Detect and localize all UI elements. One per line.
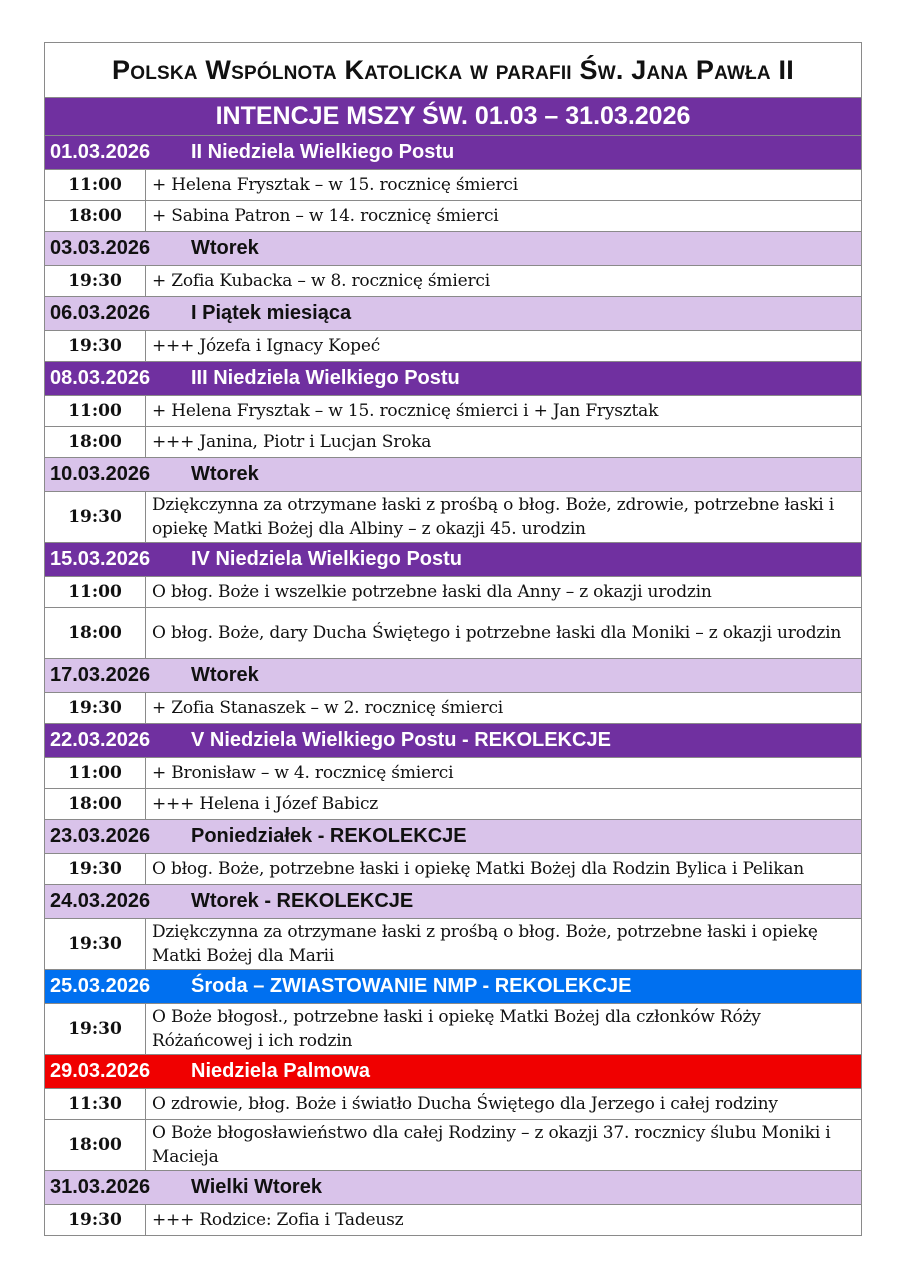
- mass-intention: +++ Helena i Józef Babicz: [152, 794, 379, 814]
- mass-row: [45, 201, 861, 232]
- mass-row: [45, 854, 861, 885]
- mass-time: 11:00: [45, 396, 146, 426]
- mass-row: [45, 919, 861, 970]
- mass-intention: + Zofia Stanaszek – w 2. rocznicę śmierci: [152, 698, 504, 718]
- day-name: Środa – ZWIASTOWANIE NMP - REKOLEKCJE: [191, 975, 632, 997]
- day-date: 08.03.2026: [50, 367, 151, 389]
- mass-intention: + Helena Frysztak – w 15. rocznicę śmierci: [152, 175, 518, 195]
- parish-title: [45, 43, 861, 98]
- mass-time: 18:00: [45, 1120, 146, 1170]
- mass-intention: Dziękczynna za otrzymane łaski z prośbą o błog. Boże, zdrowie, potrzebne łaski i opiekę Matki Bożej dla Albiny – z okazji 45. urodzin: [152, 495, 834, 539]
- mass-time: 19:30: [45, 331, 146, 361]
- mass-intention: + Sabina Patron – w 14. rocznicę śmierci: [152, 206, 499, 226]
- mass-row: [45, 608, 861, 659]
- day-name: Poniedziałek - REKOLEKCJE: [191, 825, 467, 847]
- mass-intention: +++ Janina, Piotr i Lucjan Sroka: [152, 432, 432, 452]
- mass-row: [45, 577, 861, 608]
- mass-row: [45, 396, 861, 427]
- day-name: Wtorek - REKOLEKCJE: [191, 890, 414, 912]
- day-name: Wtorek: [191, 463, 259, 485]
- day-date: 17.03.2026: [50, 664, 151, 686]
- mass-time: 19:30: [45, 266, 146, 296]
- mass-row: [45, 1089, 861, 1120]
- mass-row: [45, 758, 861, 789]
- day-date: 25.03.2026: [50, 975, 151, 997]
- day-header: [45, 885, 861, 919]
- day-date: 24.03.2026: [50, 890, 151, 912]
- mass-row: [45, 331, 861, 362]
- mass-intention: + Bronisław – w 4. rocznicę śmierci: [152, 763, 454, 783]
- mass-time: 18:00: [45, 608, 146, 658]
- mass-intention: O błog. Boże, dary Ducha Świętego i potrzebne łaski dla Moniki – z okazji urodzin: [152, 623, 842, 643]
- day-header: [45, 136, 861, 170]
- day-name: Niedziela Palmowa: [191, 1060, 370, 1082]
- day-header: [45, 820, 861, 854]
- mass-time: 11:30: [45, 1089, 146, 1119]
- mass-time: 11:00: [45, 577, 146, 607]
- day-date: 06.03.2026: [50, 302, 151, 324]
- day-header: [45, 1171, 861, 1205]
- day-date: 15.03.2026: [50, 548, 151, 570]
- day-header: [45, 970, 861, 1004]
- mass-intention: + Zofia Kubacka – w 8. rocznicę śmierci: [152, 271, 490, 291]
- mass-row: [45, 789, 861, 820]
- mass-intention: O Boże błogosławieństwo dla całej Rodziny – z okazji 37. rocznicy ślubu Moniki i Macieja: [152, 1123, 831, 1167]
- mass-row: [45, 1004, 861, 1055]
- day-name: IV Niedziela Wielkiego Postu: [191, 548, 462, 570]
- mass-time: 19:30: [45, 1205, 146, 1235]
- mass-row: [45, 1205, 861, 1236]
- mass-time: 19:30: [45, 693, 146, 723]
- mass-intention: O Boże błogosł., potrzebne łaski i opiekę Matki Bożej dla członków Róży Różańcowej i ich rodzin: [152, 1007, 761, 1051]
- day-header: [45, 543, 861, 577]
- day-header: [45, 659, 861, 693]
- mass-time: 19:30: [45, 919, 146, 969]
- day-header: [45, 1055, 861, 1089]
- day-header: [45, 232, 861, 266]
- month-heading: INTENCJE MSZY ŚW. 01.03 – 31.03.2026: [45, 98, 861, 136]
- mass-row: [45, 492, 861, 543]
- days-list: [45, 136, 861, 1236]
- mass-row: [45, 693, 861, 724]
- mass-row: [45, 266, 861, 297]
- mass-time: 18:00: [45, 427, 146, 457]
- day-name: Wielki Wtorek: [191, 1176, 322, 1198]
- day-date: 22.03.2026: [50, 729, 151, 751]
- mass-intention: Dziękczynna za otrzymane łaski z prośbą o błog. Boże, potrzebne łaski i opiekę Matki Bożej dla Marii: [152, 922, 818, 966]
- mass-time: 18:00: [45, 201, 146, 231]
- day-name: Wtorek: [191, 664, 259, 686]
- day-date: 01.03.2026: [50, 141, 151, 163]
- mass-time: 18:00: [45, 789, 146, 819]
- intentions-sheet: [44, 42, 862, 1236]
- parish-title-text: Polska Wspólnota Katolicka w parafii Św. Jana Pawła II: [112, 54, 794, 85]
- mass-time: 11:00: [45, 758, 146, 788]
- mass-intention: O błog. Boże i wszelkie potrzebne łaski dla Anny – z okazji urodzin: [152, 582, 712, 602]
- mass-intention: O błog. Boże, potrzebne łaski i opiekę Matki Bożej dla Rodzin Bylica i Pelikan: [152, 859, 805, 879]
- day-name: III Niedziela Wielkiego Postu: [191, 367, 460, 389]
- day-header: [45, 724, 861, 758]
- day-name: I Piątek miesiąca: [191, 302, 352, 324]
- day-date: 23.03.2026: [50, 825, 151, 847]
- mass-intention: +++ Józefa i Ignacy Kopeć: [152, 336, 381, 356]
- mass-intention: + Helena Frysztak – w 15. rocznicę śmierci i + Jan Frysztak: [152, 401, 659, 421]
- mass-row: [45, 427, 861, 458]
- mass-time: 19:30: [45, 854, 146, 884]
- mass-row: [45, 1120, 861, 1171]
- day-name: Wtorek: [191, 237, 259, 259]
- day-date: 03.03.2026: [50, 237, 151, 259]
- day-name: II Niedziela Wielkiego Postu: [191, 141, 455, 163]
- mass-intention: O zdrowie, błog. Boże i światło Ducha Świętego dla Jerzego i całej rodziny: [152, 1094, 778, 1114]
- day-header: [45, 362, 861, 396]
- day-header: [45, 297, 861, 331]
- day-name: V Niedziela Wielkiego Postu - REKOLEKCJE: [191, 729, 611, 751]
- mass-row: [45, 170, 861, 201]
- mass-time: 19:30: [45, 492, 146, 542]
- day-date: 10.03.2026: [50, 463, 151, 485]
- day-date: 29.03.2026: [50, 1060, 151, 1082]
- day-header: [45, 458, 861, 492]
- mass-time: 19:30: [45, 1004, 146, 1054]
- mass-time: 11:00: [45, 170, 146, 200]
- day-date: 31.03.2026: [50, 1176, 151, 1198]
- mass-intention: +++ Rodzice: Zofia i Tadeusz: [152, 1210, 404, 1230]
